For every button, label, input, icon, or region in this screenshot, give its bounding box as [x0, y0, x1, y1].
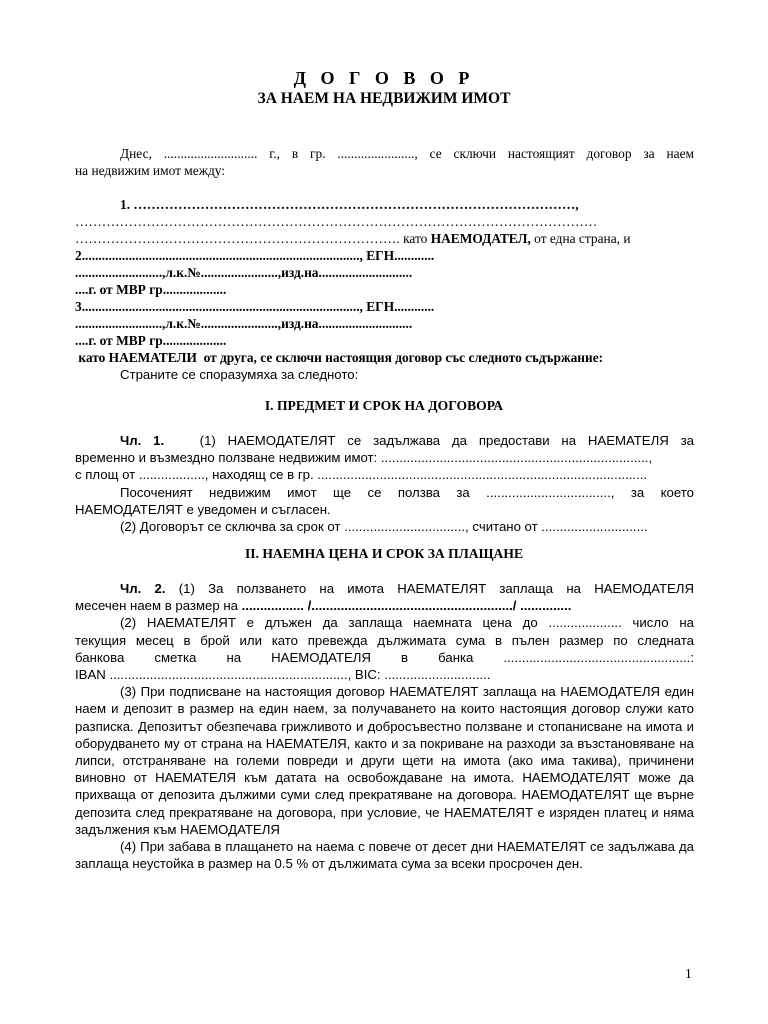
- art-2-par-2-line-1: (2) НАЕМАТЕЛЯТ е длъжен да заплаща наемната цена до .................... число на: [120, 615, 694, 631]
- page-number: 1: [685, 966, 692, 981]
- document-title: Д О Г О В О Р: [293, 68, 475, 88]
- intro-line-1: Днес, ............................ г., в гр. ......................., се сключи настоящият договор за наем: [120, 146, 694, 161]
- document-subtitle: ЗА НАЕМ НА НЕДВИЖИМ ИМОТ: [257, 90, 511, 107]
- art-2-par-2-line-3: банкова сметка на НАЕМОДАТЕЛЯ в банка ...................................................:: [75, 649, 694, 665]
- art-1-par-1-text: (1) НАЕМОДАТЕЛЯТ се задължава да предостави на НАЕМАТЕЛЯ за: [199, 433, 694, 448]
- art-1-par-1b-line-2: НАЕМОДАТЕЛЯТ е уведомен и съгласен.: [75, 501, 331, 517]
- rent-amount-blank: ................. /......................................................./ ..............: [241, 598, 572, 614]
- section-2-body: [75, 580, 694, 872]
- art-1-label: Чл. 1.: [120, 433, 165, 448]
- art-2-par-3: (3) При подписване на настоящия договор НАЕМАТЕЛЯТ заплаща на НАЕМОДАТЕЛЯ един наем и депозит в размер на един наем, за получаването на които настоящия договор служи като разписка. Депозитът обезпечава грижливото и добросъвестно ползване и стопанисване на имота и оборудването му от страна на НАЕМАТЕЛЯ, както и за покриване на разходи за възстановяване на липси, отстраняване на големи повреди и други щети на имота (ако има такива), причинени виновно от НАЕМАТЕЛЯ към датата на освобождаване на имота. НАЕМОДАТЕЛЯТ може да прихваща от депозита дължими суми след прекратяване на договора. НАЕМОДАТЕЛЯТ ще върне депозита след прекратяване на договора, при условие, че НАЕМАТЕЛЯТ е изряден платец и няма задължения към НАЕМОДАТЕЛЯ: [75, 684, 694, 837]
- party-2-block: [75, 247, 694, 299]
- party-3-block: [75, 298, 694, 350]
- party-3-line-3: ....г. от МВР гр...................: [75, 333, 227, 349]
- section-1-body: [75, 432, 694, 535]
- art-2-par-1-line-2: [75, 597, 694, 614]
- party-1-line-2: ………………………………………………………………………………………………………: [75, 214, 598, 230]
- art-1-par-1-line-3: с площ от .................., находящ се в гр. ..........................................................................................: [75, 467, 648, 483]
- art-2-par-2-line-2: текущия месец в брой или като превежда дължимата сума в пълен размер по следната: [75, 632, 694, 648]
- art-1-par-1-line-2: временно и възмездно ползване недвижим имот: .........................................................................,: [75, 450, 653, 466]
- party-2-line-3: ....г. от МВР гр...................: [75, 282, 227, 298]
- art-2-par-4: (4) При забава в плащането на наема с повече от десет дни НАЕМАТЕЛЯТ се задължава да заплаща неустойка в размер на 0.5 % от дължимата сума за всеки просрочен ден.: [75, 839, 694, 872]
- art-2-par-1-text: (1) За ползването на имота НАЕМАТЕЛЯТ заплаща на НАЕМОДАТЕЛЯ: [178, 581, 694, 596]
- landlord-label: НАЕМОДАТЕЛ,: [430, 231, 531, 247]
- party-1-line-3-pre: ………………………………………………………………. като: [75, 231, 431, 247]
- intro-paragraph: [75, 145, 694, 179]
- party-2-line-1: 2..................................................................................., ЕГН............: [75, 248, 435, 263]
- party-1-block: [75, 196, 694, 248]
- party-1-line-3: [75, 230, 694, 247]
- art-1-par-1b-line-1: Посоченият недвижим имот ще се ползва за .................................., за което: [120, 484, 694, 500]
- art-2-par-1-line-1: [75, 580, 694, 597]
- art-2-label: Чл. 2.: [120, 581, 166, 596]
- section-2-heading: II. НАЕМНА ЦЕНА И СРОК ЗА ПЛАЩАНЕ: [244, 546, 524, 561]
- art-1-par-2: (2) Договорът се сключва за срок от ................................., считано от .............................: [120, 519, 648, 535]
- section-1-heading: I. ПРЕДМЕТ И СРОК НА ДОГОВОРА: [264, 398, 504, 413]
- intro-line-2: на недвижим имот между:: [75, 163, 226, 179]
- rent-amount-prefix: месечен наем в размер на: [75, 598, 242, 614]
- art-2-par-2-line-4: IBAN ................................................................., BIC: .............................: [75, 667, 491, 683]
- tenants-line: като НАЕМАТЕЛИ от друга, се сключи настоящия договор със следното съдържание:: [75, 350, 604, 365]
- party-3-line-1: 3..................................................................................., ЕГН............: [75, 299, 435, 314]
- party-1-line-3-post: от една страна, и: [530, 231, 631, 247]
- art-1-par-1-line-1: [75, 432, 694, 449]
- party-2-line-2: ..........................,л.к.№.......................,изд.на............................: [75, 265, 413, 281]
- agreed-line: Страните се споразумяха за следното:: [120, 367, 359, 382]
- party-3-line-2: ..........................,л.к.№.......................,изд.на............................: [75, 316, 413, 332]
- party-1-line-1: 1. ………………………………………………………………………………………,: [120, 197, 579, 212]
